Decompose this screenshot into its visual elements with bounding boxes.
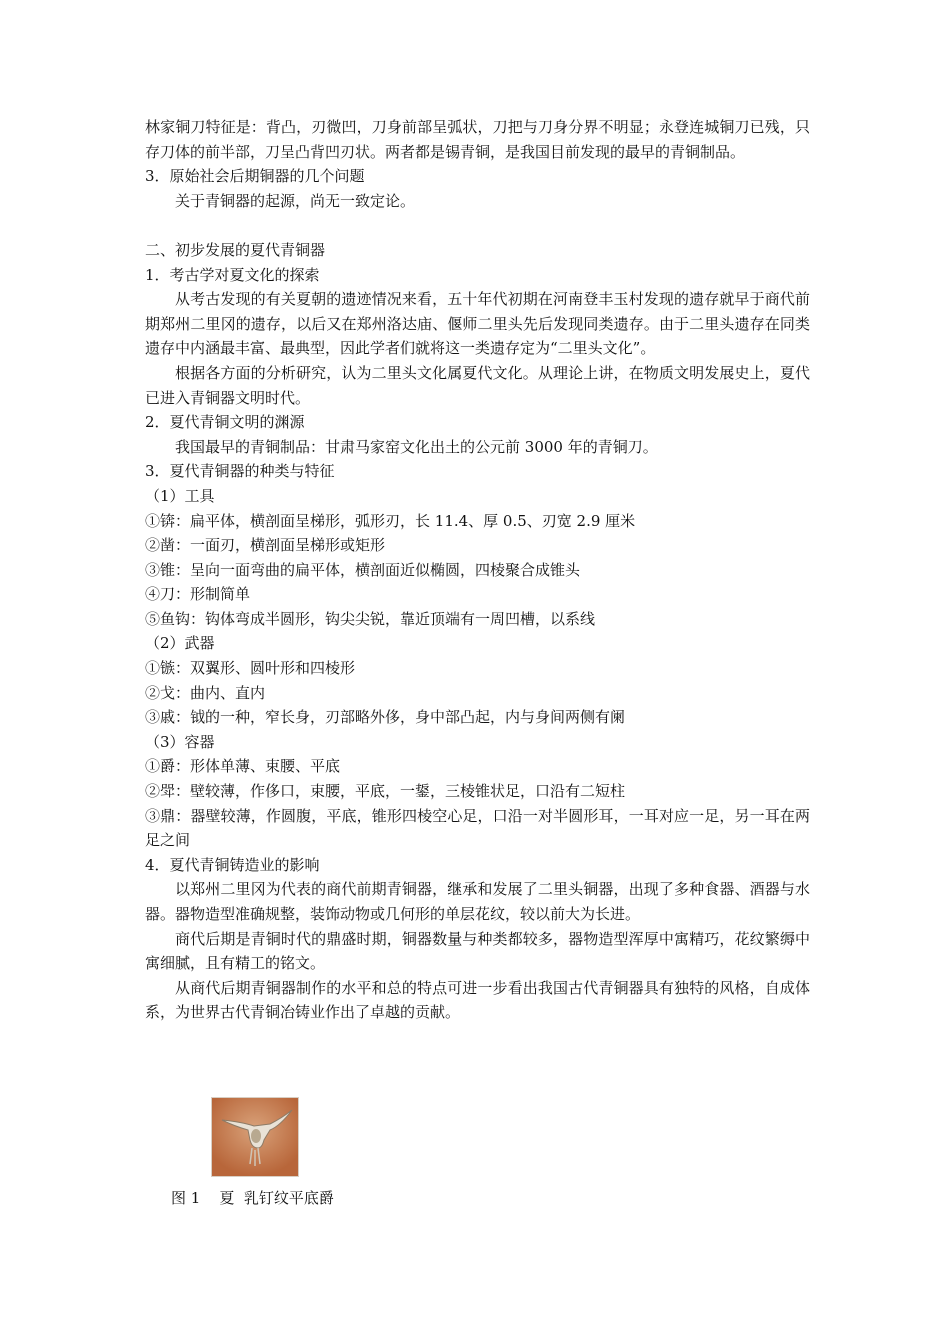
paragraph-erlitou-discovery: 从考古发现的有关夏朝的遗迹情况来看，五十年代初期在河南登丰玉村发现的遗存就早于商代前期郑州二里冈的遗存，以后又在郑州洛达庙、偃师二里头先后发现同类遗存。由于二里头遗存在同类遗存中内涵最丰富、最典型，因此学者们就将这一类遗存定为“二里头文化”。 (145, 290, 810, 358)
list-item-ge: ②戈：曲内、直内 (145, 683, 266, 702)
heading-4-influence: 4．夏代青铜铸造业的影响 (145, 855, 320, 874)
subheading-weapons: （2）武器 (145, 634, 215, 653)
subheading-tools: （1）工具 (145, 486, 215, 505)
spacer (145, 213, 810, 238)
paragraph-contribution: 从商代后期青铜器制作的水平和总的特点可进一步看出我国古代青铜器具有独特的风格，自成体系，为世界古代青铜冶铸业作出了卓越的贡献。 (145, 978, 810, 1022)
bronze-jue-vessel-icon (212, 1098, 298, 1176)
paragraph-origin: 关于青铜器的起源，尚无一致定论。 (175, 191, 416, 210)
document-body (145, 115, 810, 1025)
figure-jue-photo (211, 1097, 299, 1177)
list-item-ding: ③鼎：器壁较薄，作圆腹，平底，锥形四棱空心足，口沿一对半圆形耳，一耳对应一足，另一耳在两足之间 (145, 806, 810, 850)
figure-caption: 图 1 夏 乳钉纹平底爵 (171, 1189, 334, 1207)
list-item-jue: ①爵：形体单薄、束腰、平底 (145, 757, 341, 776)
paragraph-erligang: 以郑州二里冈为代表的商代前期青铜器，继承和发展了二里头铜器，出现了多种食器、酒器与水器。器物造型准确规整，装饰动物或几何形的单层花纹，较以前大为长进。 (145, 880, 810, 923)
heading-1-archaeology: 1．考古学对夏文化的探索 (145, 265, 320, 284)
heading-3-primitive-issues: 3．原始社会后期铜器的几个问题 (145, 167, 365, 186)
list-item-jia: ②斝：壁较薄，作侈口，束腰，平底，一鋬，三棱锥状足，口沿有二短柱 (145, 782, 626, 801)
subheading-vessels: （3）容器 (145, 732, 215, 751)
heading-3-types: 3．夏代青铜器的种类与特征 (145, 462, 335, 481)
list-item-fishhook: ⑤鱼钩：钩体弯成半圆形，钩尖尖锐，靠近顶端有一周凹槽，以系线 (145, 609, 596, 628)
list-item-chisel: ②凿：一面刃，横剖面呈梯形或矩形 (145, 536, 386, 555)
list-item-qi: ③戚：钺的一种，窄长身，刃部略外侈，身中部凸起，内与身间两侧有阑 (145, 708, 626, 727)
list-item-knife: ④刀：形制简单 (145, 585, 251, 604)
heading-2-origins: 2．夏代青铜文明的渊源 (145, 413, 305, 432)
paragraph-erlitou-xia: 根据各方面的分析研究，认为二里头文化属夏代文化。从理论上讲，在物质文明发展史上，夏代已进入青铜器文明时代。 (145, 363, 810, 407)
list-item-arrowhead: ①镞：双翼形、圆叶形和四棱形 (145, 659, 356, 678)
paragraph-earliest-bronze: 我国最早的青铜制品：甘肃马家窑文化出土的公元前 3000 年的青铜刀。 (175, 437, 658, 456)
paragraph-late-shang: 商代后期是青铜时代的鼎盛时期，铜器数量与种类都较多，器物造型浑厚中寓精巧，花纹繁缛中寓细腻，且有精工的铭文。 (145, 929, 810, 973)
section-heading-xia: 二、初步发展的夏代青铜器 (145, 240, 326, 259)
list-item-adze: ①锛：扁平体，横剖面呈梯形，弧形刃，长 11.4、厚 0.5、刃宽 2.9 厘米 (145, 511, 636, 530)
paragraph-bronze-knives: 林家铜刀特征是：背凸，刃微凹，刀身前部呈弧状，刀把与刀身分界不明显；永登连城铜刀已残，只存刀体的前半部，刀呈凸背凹刃状。两者都是锡青铜，是我国目前发现的最早的青铜制品。 (145, 118, 810, 161)
list-item-awl: ③锥：呈向一面弯曲的扁平体，横剖面近似椭圆，四棱聚合成锥头 (145, 560, 581, 579)
